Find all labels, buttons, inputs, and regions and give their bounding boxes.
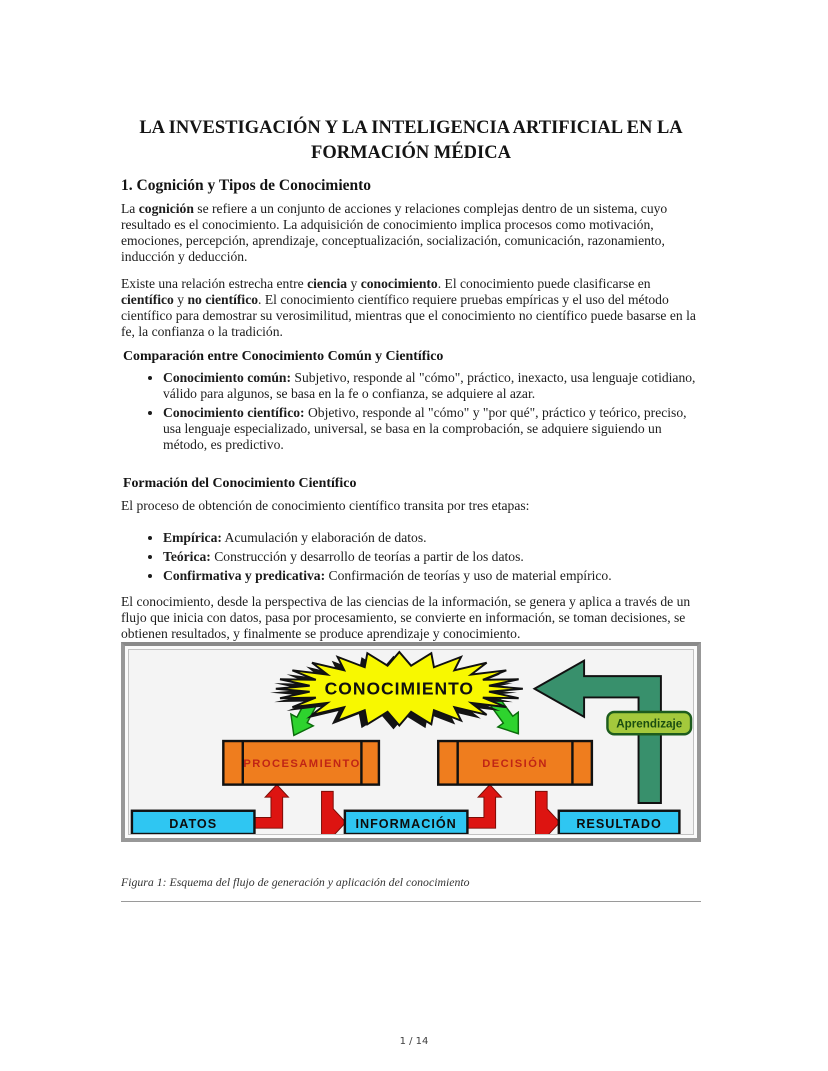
list-item: • Conocimiento común: Subjetivo, responde al "cómo", práctico, inexacto, usa lenguaje cotidiano, válido para algunos, se basa en la fe o confianza, se adquiere al azar. <box>163 370 701 402</box>
document-title <box>121 116 701 165</box>
list-item: • Conocimiento científico: Objetivo, responde al "cómo" y "por qué", práctico y teórico, preciso, usa lenguaje especializado, universal, se basa en la comprobación, se adquiere siguiendo un método, es predictivo. <box>163 405 701 453</box>
node-resultado-box <box>559 811 680 834</box>
arrow-procesamiento-to-informacion <box>322 791 346 834</box>
node-datos-box <box>132 811 255 834</box>
node-informacion: INFORMACIÓN <box>355 817 457 832</box>
page-content <box>121 0 701 902</box>
paragraph-cognicion: La cognición se refiere a un conjunto de acciones y relaciones complejas dentro de un sistema, cuyo resultado es el conocimiento. La adquisición de conocimiento implica procesos como motivación, emociones, percepción, aprendizaje, conceptualización, socialización, comunicación, razonamiento, inducción y deducción. <box>121 201 668 264</box>
knowledge-flow-diagram <box>129 650 693 834</box>
arrow-informacion-to-decision <box>467 785 501 829</box>
figure-inner <box>128 649 694 835</box>
section-heading: 1. Cognición y Tipos de Conocimiento <box>121 177 372 194</box>
node-datos: DATOS <box>169 817 218 832</box>
paragraph-flujo: El conocimiento, desde la perspectiva de las ciencias de la información, se genera y aplica a través de un flujo que inicia con datos, pasa por procesamiento, se convierte en información, se toman decisiones, se obtienen resultados, y finalmente se produce aprendizaje y conocimiento. <box>121 594 691 641</box>
title-line-1: LA INVESTIGACIÓN Y LA INTELIGENCIA ARTIFICIAL EN LA <box>139 118 683 138</box>
subheading-comparacion: Comparación entre Conocimiento Común y Científico <box>123 349 444 364</box>
node-procesamiento: PROCESAMIENTO <box>243 758 361 771</box>
arrow-datos-to-procesamiento <box>254 785 288 829</box>
arrow-decision-to-resultado <box>535 791 559 834</box>
node-conocimiento: CONOCIMIENTO <box>324 678 474 699</box>
node-decision-box <box>438 741 592 785</box>
node-decision: DECISIÓN <box>482 758 548 771</box>
figure-frame <box>121 642 701 842</box>
formation-intro: El proceso de obtención de conocimiento científico transita por tres etapas: <box>121 498 530 513</box>
divider <box>121 901 701 902</box>
node-resultado: RESULTADO <box>576 817 662 832</box>
paragraph-ciencia-conocimiento: Existe una relación estrecha entre ciencia y conocimiento. El conocimiento puede clasificarse en científico y no científico. El conocimiento científico requiere pruebas empíricas y el uso del método científico para demostrar su verosimilitud, mientras que el conocimiento no científico puede basarse en la fe, la confianza o la tradición. <box>121 276 696 339</box>
list-item: • Teórica: Construcción y desarrollo de teorías a partir de los datos. <box>163 549 701 565</box>
comparison-list <box>121 370 701 453</box>
list-item: • Confirmativa y predicativa: Confirmación de teorías y uso de material empírico. <box>163 568 701 584</box>
list-item: • Empírica: Acumulación y elaboración de datos. <box>163 530 701 546</box>
node-aprendizaje: Aprendizaje <box>616 717 683 731</box>
figure-caption: Figura 1: Esquema del flujo de generación y aplicación del conocimiento <box>121 875 470 889</box>
node-informacion-box <box>345 811 468 834</box>
node-procesamiento-box <box>223 741 379 785</box>
formation-list <box>121 530 701 584</box>
page-number: 1 / 14 <box>399 1036 429 1047</box>
figure-knowledge-flow <box>121 642 701 842</box>
title-line-2: FORMACIÓN MÉDICA <box>311 142 511 163</box>
subheading-formacion: Formación del Conocimiento Científico <box>123 476 357 491</box>
